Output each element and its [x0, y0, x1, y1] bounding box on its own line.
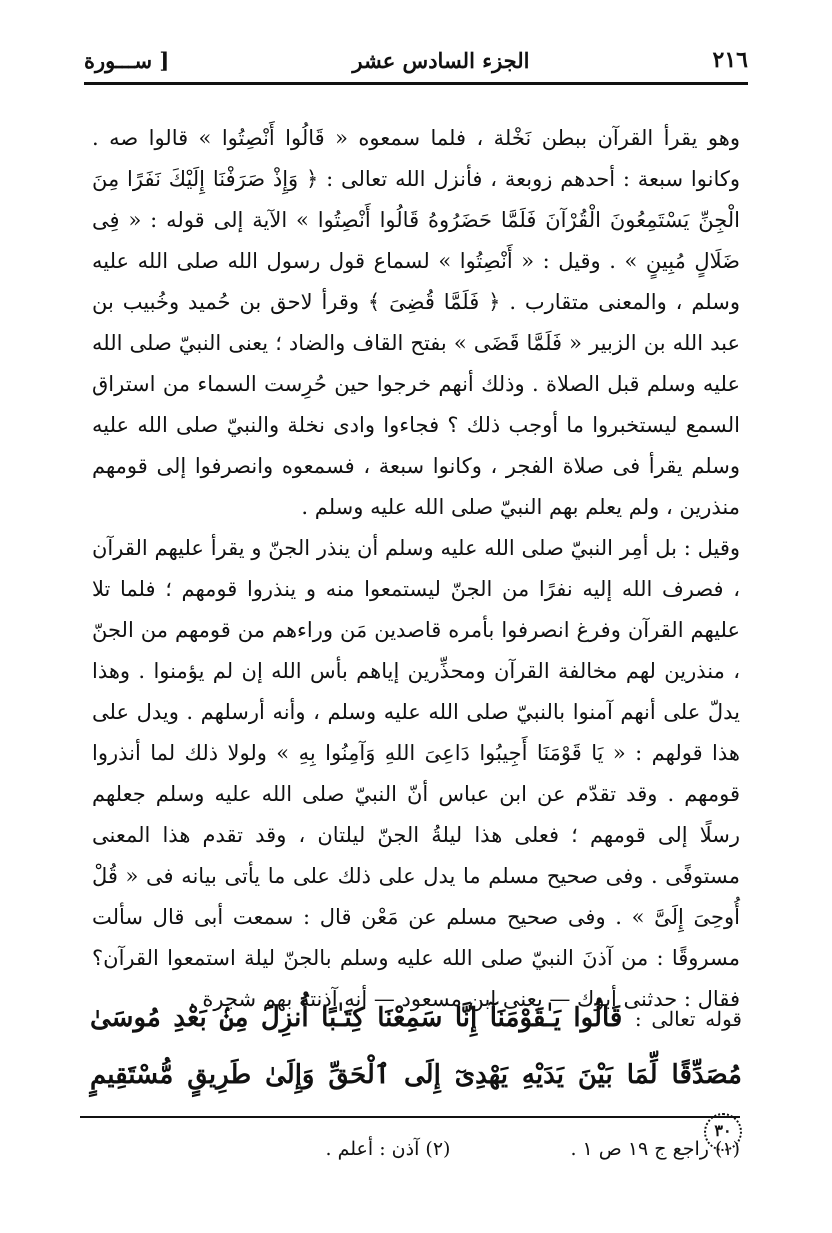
footnotes — [92, 1132, 740, 1166]
header-rule — [84, 82, 748, 85]
verse-number-marker: ٣٠ — [704, 1113, 742, 1151]
page-header — [84, 40, 748, 80]
running-title: الجزء السادس عشر — [352, 47, 530, 73]
surah-label: [ ســـورة — [84, 47, 170, 73]
commentary-paragraph: وقيل : بل أمِر النبيّ صلى الله عليه وسلم أن ينذر الجنّ و يقرأ عليهم القرآن ، فصرف الله إليه نفرًا من الجنّ ليستمعوا منه و ينذروا قومهم ؛ فلما تلا عليهم القرآن وفرغ انصرفوا بأمره قاصدين مَن وراءهم من قومهم من الجنّ ، منذرين لهم مخالفة القرآن ومحذِّرين إياهم بأس الله إن لم يؤمنوا . وهذا يدلّ على أنهم آمنوا بالنبيّ صلى الله عليه وسلم ، وأنه أرسلهم . ويدل على هذا قولهم : « يَا قَوْمَنَا أَجِيبُوا دَاعِىَ اللهِ وَآمِنُوا بِهِ » ولولا ذلك لما أنذروا قومهم . وقد تقدّم عن ابن عباس أنّ النبيّ صلى الله عليه وسلم جعلهم رسلًا إلى قومهم ؛ فعلى هذا ليلةُ الجنّ ليلتان ، وقد تقدم هذا المعنى مستوفًى . وفى صحيح مسلم ما يدل على ذلك على ما يأتى بيانه فى « قُلْ أُوحِىَ إِلَىَّ » . وفى صحيح مسلم عن مَعْن قال : سمعت أبى قال سألت مسروقًا : من آذنَ النبيّ صلى الله عليه وسلم بالجنّ ليلة استمعوا القرآن؟ فقال : حدثنى أبوك — يعنى ابن مسعود — أنه آذنته بهم شجرة . — [92, 536, 740, 1011]
footnote-1: (١) راجع ج ١٩ ص ١ . — [570, 1138, 740, 1160]
commentary-body — [92, 118, 740, 1020]
commentary-paragraph: وهو يقرأ القرآن ببطن نَخْلة ، فلما سمعوه « قَالُوا أَنْصِتُوا » قالوا صه . وكانوا سبعة : أحدهم زوبعة ، فأنزل الله تعالى : ﴿ وَإِذْ صَرَفْنَا إِلَيْكَ نَفَرًا مِنَ الْجِنِّ يَسْتَمِعُونَ الْقُرْآنَ فَلَمَّا حَضَرُوهُ قَالُوا أَنْصِتُوا » الآية إلى قوله : « فِى ضَلَالٍ مُبِينٍ » . وقيل : « أَنْصِتُوا » لسماع قول رسول الله صلى الله عليه وسلم ، والمعنى متقارب . ﴿ فَلَمَّا قُضِىَ ﴾ وقرأ لاحق بن حُميد وخُبيب بن عبد الله بن الزبير « فَلَمَّا قَضَى » بفتح القاف والضاد ؛ يعنى النبيّ صلى الله عليه وسلم قبل الصلاة . وذلك أنهم خرجوا حين حُرِست السماء من استراق السمع ليستخبروا ما أوجب ذلك ؟ فجاءوا وادى نخلة والنبيّ صلى الله عليه وسلم يقرأ فى صلاة الفجر ، وكانوا سبعة ، فسمعوه وانصرفوا إلى قومهم منذرين ، ولم يعلم بهم النبيّ صلى الله عليه وسلم . — [92, 126, 740, 519]
page-number: ٢١٦ — [712, 47, 748, 73]
footnote-rule — [80, 1116, 740, 1118]
footnote-2: (٢) آذن : أعلم . — [325, 1138, 451, 1160]
verse-text: قَالُوا يَـٰقَوْمَنَآ إِنَّا سَمِعْنَا كِتَـٰبًا أُنزِلَ مِنۢ بَعْدِ مُوسَىٰ مُصَدِّقًا لِّمَا بَيْنَ يَدَيْهِ يَهْدِىٓ إِلَى ٱلْحَقِّ وَإِلَىٰ طَرِيقٍ مُّسْتَقِيمٍ — [90, 1003, 742, 1090]
verse-intro: قوله تعالى : — [634, 1007, 742, 1031]
